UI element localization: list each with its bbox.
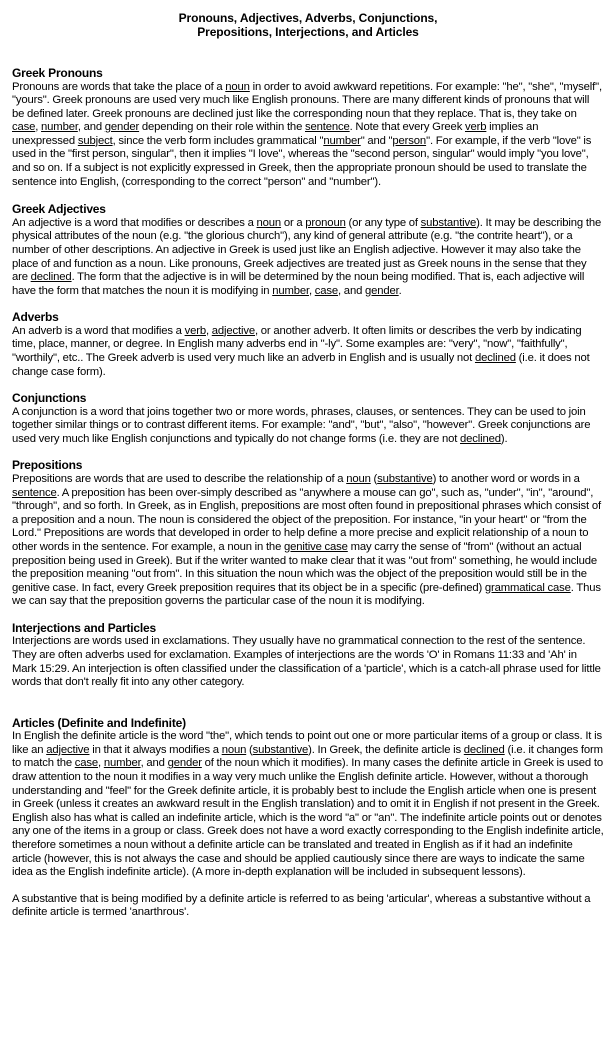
glossary-link-pronoun[interactable]: pronoun: [305, 216, 346, 229]
glossary-link-verb[interactable]: verb: [464, 121, 487, 134]
section-greek-adjectives: [12, 203, 604, 298]
glossary-link-noun[interactable]: noun: [256, 216, 282, 229]
glossary-link-gender[interactable]: gender: [167, 757, 202, 770]
section-heading: Prepositions: [12, 458, 83, 473]
paragraph-text: ". For example, if the verb "love" is used in the "first person, singular", then it implies "I love", whereas the "second person, singular" would imply "you love", and so on. If a subject is not explicitly expressed in Greek, then the appropriate pronoun should be used to translate the sentence into English, (corresponding to the correct "person" and "number").: [12, 134, 592, 188]
glossary-link-case[interactable]: case: [314, 284, 339, 297]
glossary-link-substantive[interactable]: substantive: [420, 216, 477, 229]
paragraph-text: (: [246, 743, 253, 756]
paragraph-text: (or any type of: [345, 216, 421, 229]
paragraph-text: . The form that the adjective is in will be determined by the noun being modified. That is, each adjective will have the form that matches the noun it is modifying in: [12, 271, 585, 297]
glossary-link-declined[interactable]: declined: [460, 432, 501, 445]
section-heading: Conjunctions: [12, 391, 87, 406]
paragraph-text: .: [398, 284, 402, 297]
page-title: [12, 0, 604, 39]
paragraph-text: , or another adverb. It often limits or describes the verb by indicating time, place, manner, or degree. In English many adverbs end in "-ly". Some examples are: "very", "now", "faithfully", "worthily", etc.. The Greek adverb is used very much like an adverb in English and is usually not: [12, 324, 582, 364]
glossary-link-verb[interactable]: verb: [184, 324, 206, 337]
paragraph-text: in that it always modifies a: [89, 743, 222, 756]
section-heading: Greek Pronouns: [12, 66, 103, 80]
glossary-link-grammatical-case[interactable]: grammatical case: [484, 581, 571, 594]
section-paragraph: [12, 635, 604, 689]
section-paragraph: [12, 893, 604, 920]
paragraph-text: , and: [77, 121, 105, 134]
section-heading: Articles (Definite and Indefinite): [12, 715, 186, 730]
glossary-link-sentence[interactable]: sentence: [12, 486, 57, 499]
glossary-link-adjective[interactable]: adjective: [46, 743, 90, 756]
section-greek-pronouns: [12, 67, 604, 189]
paragraph-text: A substantive that is being modified by a definite article is referred to as being 'articular', whereas a substantive without a definite article is termed 'anarthrous'.: [12, 892, 591, 919]
paragraph-text: in order to avoid awkward repetitions. For example: "he", "she", "myself", "yours". Greek pronouns are used very much like English pronouns. There are many different kinds of pronouns that will be defined later. Greek pronouns are declined just like the corresponding noun that they replace. That is, they take on: [12, 80, 602, 120]
glossary-link-adjective[interactable]: adjective: [211, 324, 256, 337]
paragraph-text: of the noun which it modifies). In many cases the definite article in Greek is used to draw attention to the noun it modifies in a way very much unlike the English definite article. However, without a thorough understanding and "feel" for the Greek definite article, it is probably best to include the English article when one is present in Greek (unless it creates an awkward result in the English translation) and to omit it in English if not present in the Greek. English also has what is called an indefinite article, which is the word "a" or "an". The indefinite article points out or denotes any one of the items in a group or class. Greek does not have a word exactly corresponding to the English indefinite article, therefore sometimes a noun without a definite article can be translated and treated in English as if it had an indefinite article (however, this is not always the case and should be applied cautiously since there are ways to indicate the same idea as the English indefinite article). (A more in-depth explanation will be included in subsequent lessons).: [12, 757, 604, 879]
section-articles: [12, 717, 604, 920]
section-paragraph: [12, 730, 604, 880]
glossary-link-noun[interactable]: noun: [346, 472, 371, 485]
glossary-link-gender[interactable]: gender: [365, 284, 399, 297]
section-adverbs: [12, 311, 604, 379]
paragraph-text: (: [370, 472, 378, 485]
glossary-link-substantive[interactable]: substantive: [252, 743, 309, 756]
paragraph-text: A conjunction is a word that joins together two or more words, phrases, clauses, or sentences. They can be used to join together similar things or to contrast different items. For example: "and", "but", "also", "however". Greek conjunctions are used very much like English conjunctions and typically do not change forms (i.e. they are not: [12, 405, 591, 445]
paragraph-text: ,: [98, 757, 104, 770]
glossary-link-subject[interactable]: subject: [77, 134, 113, 147]
paragraph-text: , and: [338, 284, 365, 297]
glossary-link-substantive[interactable]: substantive: [377, 472, 433, 485]
glossary-link-noun[interactable]: noun: [225, 80, 250, 93]
glossary-link-number[interactable]: number: [323, 134, 361, 147]
glossary-link-sentence[interactable]: sentence: [305, 121, 350, 134]
paragraph-text: ,: [308, 284, 315, 297]
paragraph-text: ,: [35, 121, 42, 134]
section-heading: Greek Adjectives: [12, 202, 106, 217]
paragraph-text: Interjections are words used in exclamations. They usually have no grammatical connection to the rest of the sentence. They are often adverbs used for exclamation. Examples of interjections are the words 'O' in Romans 11:33 and 'Ah' in Mark 15:29. An interjection is often classified under the classification of a 'particle', which is a catch-all phrase used for little words that don't really fit into any other category.: [12, 635, 601, 689]
section-heading: Interjections and Particles: [12, 620, 156, 635]
glossary-link-number[interactable]: number: [103, 757, 141, 770]
page-title-line-1: Pronouns, Adjectives, Adverbs, Conjunctions,: [178, 11, 438, 25]
glossary-link-noun[interactable]: noun: [221, 743, 247, 756]
section-paragraph: [12, 81, 604, 190]
paragraph-text: . Thus we can say that the preposition governs the particular case of the noun it is modifying.: [12, 581, 601, 608]
section-paragraph: [12, 406, 604, 447]
glossary-link-declined[interactable]: declined: [463, 743, 505, 756]
section-paragraph: [12, 217, 604, 299]
paragraph-text: may carry the sense of "from" (without an actual preposition being used in Greek). But if the writer wanted to make clear that it was "out from" something, he would include the preposition meaning "out from". In this situation the noun which was the object of the preposition would still be in the genitive case. In fact, every Greek preposition requires that its object be in a specific (pre-defined): [12, 540, 598, 594]
section-paragraph: [12, 325, 604, 379]
paragraph-text: . A preposition has been over-simply described as "anywhere a mouse can go", such as, "under", "in", "around", "through", and so forth. In Greek, as in English, prepositions are most often found in prepositional phrases which consist of a preposition and a noun. The noun is considered the object of the preposition. For instance, "in your heart" or "from the Lord." Prepositions are words that developed in order to help define a more precise and explicit relationship of a noun to other words in the sentence. For example, a noun in the: [12, 486, 601, 553]
paragraph-text: , and: [140, 757, 168, 770]
glossary-link-genitive-case[interactable]: genitive case: [284, 540, 348, 553]
paragraph-text: An adjective is a word that modifies or describes a: [12, 216, 257, 229]
section-heading: Adverbs: [12, 310, 59, 325]
glossary-link-number[interactable]: number: [41, 121, 78, 134]
paragraph-text: In English the definite article is the word "the", which tends to point out one or more particular items of a group or class. It is like an: [12, 730, 602, 756]
page-title-line-2: Prepositions, Interjections, and Articles: [197, 25, 419, 39]
section-prepositions: [12, 459, 604, 608]
paragraph-text: , since the verb form includes grammatical ": [112, 134, 324, 147]
glossary-link-case[interactable]: case: [12, 121, 36, 134]
paragraph-text: (i.e. it does not change case form).: [12, 352, 590, 378]
glossary-link-case[interactable]: case: [74, 757, 99, 770]
glossary-link-person[interactable]: person: [392, 134, 427, 147]
glossary-link-declined[interactable]: declined: [474, 352, 516, 364]
section-paragraph: [12, 473, 604, 609]
glossary-link-declined[interactable]: declined: [30, 271, 72, 284]
glossary-link-gender[interactable]: gender: [104, 121, 140, 134]
paragraph-text: . Note that every Greek: [349, 121, 465, 134]
paragraph-text: ). In Greek, the definite article is: [308, 743, 464, 756]
paragraph-text: ).: [500, 432, 508, 445]
paragraph-text: ) to another word or words in a: [432, 472, 580, 485]
paragraph-text: Pronouns are words that take the place of a: [12, 80, 226, 93]
paragraph-text: An adverb is a word that modifies a: [12, 324, 185, 337]
paragraph-text: (i.e. it changes form to match the: [12, 743, 603, 770]
paragraph-text: or a: [281, 216, 306, 229]
glossary-link-number[interactable]: number: [272, 284, 309, 297]
section-interjections-and-particles: [12, 622, 604, 690]
paragraph-text: Prepositions are words that are used to describe the relationship of a: [12, 472, 347, 485]
paragraph-text: implies an unexpressed: [12, 121, 539, 147]
paragraph-text: ,: [205, 324, 212, 337]
paragraph-text: " and ": [360, 134, 393, 147]
paragraph-text: ). It may be describing the physical attributes of the noun (e.g. "the glorious church"), any kind of general attribute (e.g. "the contrite heart"), or a number of other descriptions. An adjective in Greek is used just like an English adjective. However it may also take the place of and function as a noun. Like pronouns, Greek adjectives are treated just as Greek nouns in the sense that they are: [12, 216, 602, 284]
paragraph-text: depending on their role within the: [139, 121, 305, 134]
section-conjunctions: [12, 392, 604, 446]
